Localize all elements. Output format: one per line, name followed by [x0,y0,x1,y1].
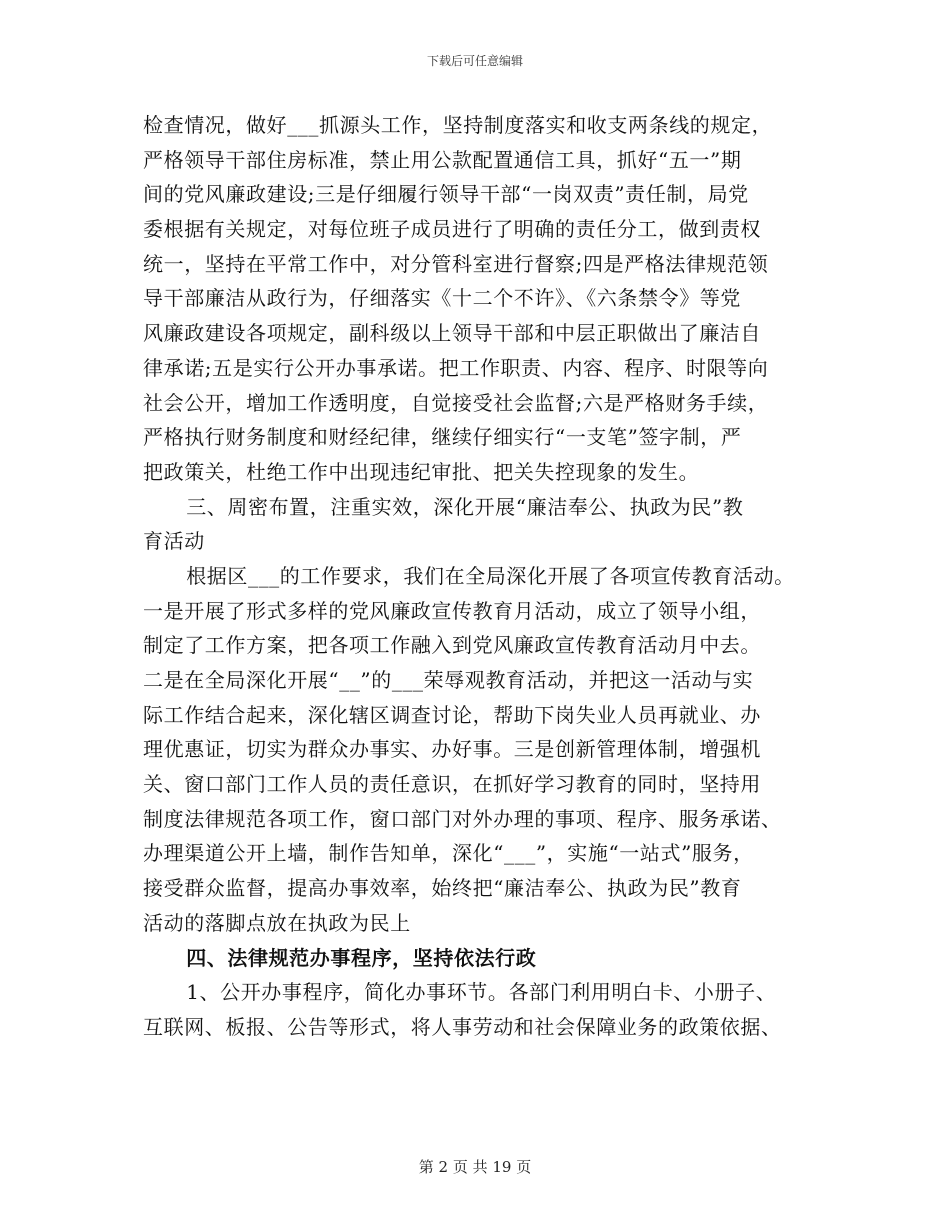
section-heading: 四、法律规范办事程序，坚持依法行政 [186,945,537,970]
text-line: 活动的落脚点放在执政为民上 [143,910,411,935]
text-line: 间的党风廉政建设;三是仔细履行领导干部“一岗双责”责任制，局党 [143,182,749,207]
text-line: 社会公开，增加工作透明度，自觉接受社会监督;六是严格财务手续， [143,390,769,415]
text-line: 一是开展了形式多样的党风廉政宣传教育月活动，成立了领导小组， [143,598,761,623]
text-line: 严格领导干部住房标准，禁止用公款配置通信工具，抓好“五一”期 [143,147,742,172]
text-line: 育活动 [143,529,205,554]
text-line: 根据区___的工作要求，我们在全局深化开展了各项宣传教育活动。 [186,563,795,588]
page-header: 下载后可任意编辑 [426,54,523,68]
text-line: 接受群众监督，提高办事效率，始终把“廉洁奉公、执政为民”教育 [143,876,742,901]
page-footer: 第 2 页 共 19 页 [418,1158,532,1176]
text-line: 制度法律规范各项工作，窗口部门对外办理的事项、程序、服务承诺、 [143,806,782,831]
text-line: 办理渠道公开上墙，制作告知单，深化“___”，实施“一站式”服务， [143,841,754,866]
text-line: 委根据有关规定，对每位班子成员进行了明确的责任分工，做到责权 [143,217,761,242]
text-line: 互联网、板报、公告等形式，将人事劳动和社会保障业务的政策依据、 [143,1014,782,1039]
text-line: 检查情况，做好___抓源头工作，坚持制度落实和收支两条线的规定， [143,113,773,137]
text-line: 严格执行财务制度和财经纪律，继续仔细实行“一支笔”签字制，严 [143,425,742,450]
text-line: 际工作结合起来，深化辖区调查讨论，帮助下岗失业人员再就业、办 [143,702,761,727]
body-text [143,108,823,1045]
text-line: 关、窗口部门工作人员的责任意识，在抓好学习教育的同时，坚持用 [143,772,761,797]
text-line: 理优惠证，切实为群众办事实、办好事。三是创新管理体制，增强机 [143,737,761,762]
text-line: 1、公开办事程序，简化办事环节。各部门利用明白卡、小册子、 [186,980,777,1005]
text-line: 风廉政建设各项规定，副科级以上领导干部和中层正职做出了廉洁自 [143,321,761,346]
text-line: 律承诺;五是实行公开办事承诺。把工作职责、内容、程序、时限等向 [143,355,769,380]
text-line: 统一，坚持在平常工作中，对分管科室进行督察;四是严格法律规范领 [143,251,769,276]
text-line: 三、周密布置，注重实效，深化开展“廉洁奉公、执政为民”教 [186,494,744,519]
text-line: 制定了工作方案，把各项工作融入到党风廉政宣传教育活动月中去。 [143,633,761,658]
text-line: 二是在全局深化开展“__”的___荣辱观教育活动，并把这一活动与实 [143,668,754,692]
text-line: 把政策关，杜绝工作中出现违纪审批、把关失控现象的发生。 [143,459,700,484]
text-line: 导干部廉洁从政行为，仔细落实《十二个不许》、《六条禁令》等党 [143,286,741,311]
